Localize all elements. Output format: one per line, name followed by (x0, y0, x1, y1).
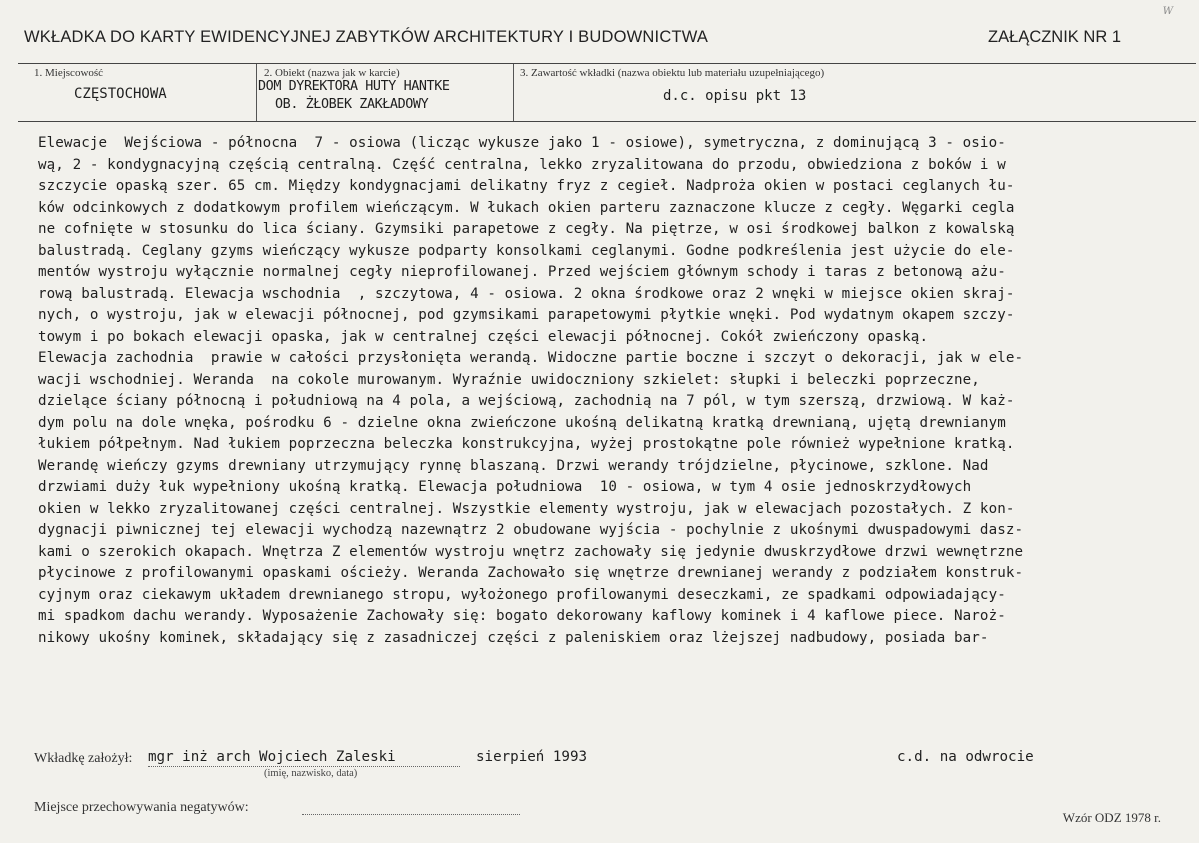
text-line: Elewacje Wejściowa - północna 7 - osiowa (licząc wykusze jako 1 - osiowe), symetryczna, z dominującą 3 - osio- (38, 135, 1006, 151)
field-separator-1 (256, 64, 257, 121)
continuation-note: c.d. na odwrocie (897, 749, 1034, 765)
text-line: okien w lekko zryzalitowanej części centralnej. Wszystkie elementy wystroju, jak w elewacjach pozostałych. Z kon- (38, 500, 1015, 517)
text-line: kami o szerokich okapach. Wnętrza Z elementów wystroju wnętrz zachowały się jedynie dwuskrzydłowe drzwi wewnętrzne (38, 543, 1024, 560)
description-text (38, 133, 1188, 649)
text-line: drzwiami duży łuk wypełniony ukośną kratką. Elewacja południowa 10 - osiowa, w tym 4 osie jednoskrzydłowych (38, 479, 972, 495)
annex-number: ZAŁĄCZNIK NR 1 (988, 28, 1121, 46)
date-value: sierpień 1993 (476, 749, 588, 765)
field-separator-2 (513, 64, 514, 121)
text-line: balustradą. Ceglany gzyms wieńczący wykusze podparty konsolkami ceglanymi. Godne podkreślenia jest użycie do ele- (38, 242, 1015, 259)
locality-value: CZĘSTOCHOWA (74, 86, 167, 102)
content-label: 3. Zawartość wkładki (nazwa obiektu lub materiału uzupełniającego) (520, 67, 825, 79)
negatives-label: Miejsce przechowywania negatywów: (34, 800, 249, 815)
text-line: dygnacji piwnicznej tej elewacji wychodzą nazewnątrz 2 obudowane wyjścia - pochylnie z ukośnymi dwuspadowymi dasz- (38, 522, 1024, 538)
founder-note: (imię, nazwisko, data) (264, 768, 358, 779)
text-line: mentów wystroju wyłącznie normalnej cegły nieprofilowanej. Przed wejściem głównym schody i taras z betonową ażu- (38, 264, 1006, 280)
header-divider (18, 63, 1196, 64)
text-line: dym polu na dole wnęka, pośrodku 6 - dzielne okna zwieńczone ukośną delikatną kratką drewnianą, ujętą drewnianym (38, 414, 1006, 431)
text-line: cyjnym oraz ciekawym układem drewnianego stropu, wyłożonego profilowanymi deseczkami, ze spadkami odpowiadający- (38, 586, 1006, 603)
text-line: wą, 2 - kondygnacyjną częścią centralną. Część centralna, lekko zryzalitowana do przodu, obwiedziona z boków i w (38, 156, 1006, 173)
content-value: d.c. opisu pkt 13 (663, 88, 807, 104)
text-line: dzielące ściany północną i południową na 4 pola, a wejściową, zachodnią na 7 pól, w tym szerszą, drzwiową. W każ- (38, 393, 1015, 409)
text-line: płycinowe z profilowanymi opaskami ościeży. Weranda Zachowało się wnętrze drewnianej werandy z podziałem konstruk- (38, 565, 1024, 581)
text-line: rową balustradą. Elewacja wschodnia , szczytowa, 4 - osiowa. 2 okna środkowe oraz 2 wnęki w miejsce okien skraj- (38, 285, 1015, 302)
text-line: Elewacja zachodnia prawie w całości przysłonięta werandą. Widoczne partie boczne i szczyt o dekoracji, jak w ele- (38, 350, 1024, 366)
text-line: towym i po bokach elewacji opaska, jak w centralnej części elewacji północnej. Cokół zwieńczony opaską. (38, 328, 929, 345)
object-value-line1: DOM DYREKTORA HUTY HANTKE (258, 79, 450, 94)
object-value-line2: OB. ŻŁOBEK ZAKŁADOWY (275, 97, 429, 112)
founder-label: Wkładkę założył: (34, 751, 133, 766)
text-line: wacji wschodniej. Weranda na cokole murowanym. Wyraźnie uwidoczniony szkielet: słupki i beleczki poprzeczne, (38, 371, 980, 388)
founder-dotted-line (148, 766, 460, 767)
text-line: łukiem półpełnym. Nad łukiem poprzeczna beleczka konstrukcyjna, wyżej prostokątne pole również wypełnione kratką. (38, 436, 1015, 452)
form-model: Wzór ODZ 1978 r. (1062, 810, 1161, 825)
form-title: WKŁADKA DO KARTY EWIDENCYJNEJ ZABYTKÓW ARCHITEKTURY I BUDOWNICTWA (24, 28, 709, 46)
founder-value: mgr inż arch Wojciech Zaleski (148, 749, 396, 765)
text-line: szczycie opaską szer. 65 cm. Między kondygnacjami delikatny fryz z cegieł. Nadproża okien w postaci ceglanych łu- (38, 178, 1015, 194)
corner-mark: W (1162, 6, 1173, 17)
text-line: nikowy ukośny kominek, składający się z zasadniczej części z paleniskiem oraz lżejszej nadbudowy, posiada bar- (38, 629, 989, 646)
text-line: Werandę wieńczy gzyms drewniany utrzymujący rynnę blaszaną. Drzwi werandy trójdzielne, płycinowe, szklone. Nad (38, 457, 989, 474)
text-line: nych, o wystroju, jak w elewacji północnej, pod gzymsikami parapetowymi płytkie wnęki. Pod wydatnym okapem szczy- (38, 307, 1015, 323)
text-line: ków odcinkowych z dodatkowym profilem wieńczącym. W łukach okien parteru zaznaczone klucze z cegły. Węgarki cegla (38, 199, 1015, 216)
object-label: 2. Obiekt (nazwa jak w karcie) (264, 67, 400, 79)
fields-divider (18, 121, 1196, 122)
locality-label: 1. Miejscowość (34, 67, 104, 79)
text-line: ne cofnięte w stosunku do lica ściany. Gzymsiki parapetowe z cegły. Na piętrze, w osi środkowej balkon z kowalską (38, 221, 1015, 237)
negatives-dotted-line (302, 814, 520, 815)
text-line: mi spadkom dachu werandy. Wyposażenie Zachowały się: bogato dekorowany kaflowy kominek i 4 kaflowe piece. Naroż- (38, 608, 1006, 624)
